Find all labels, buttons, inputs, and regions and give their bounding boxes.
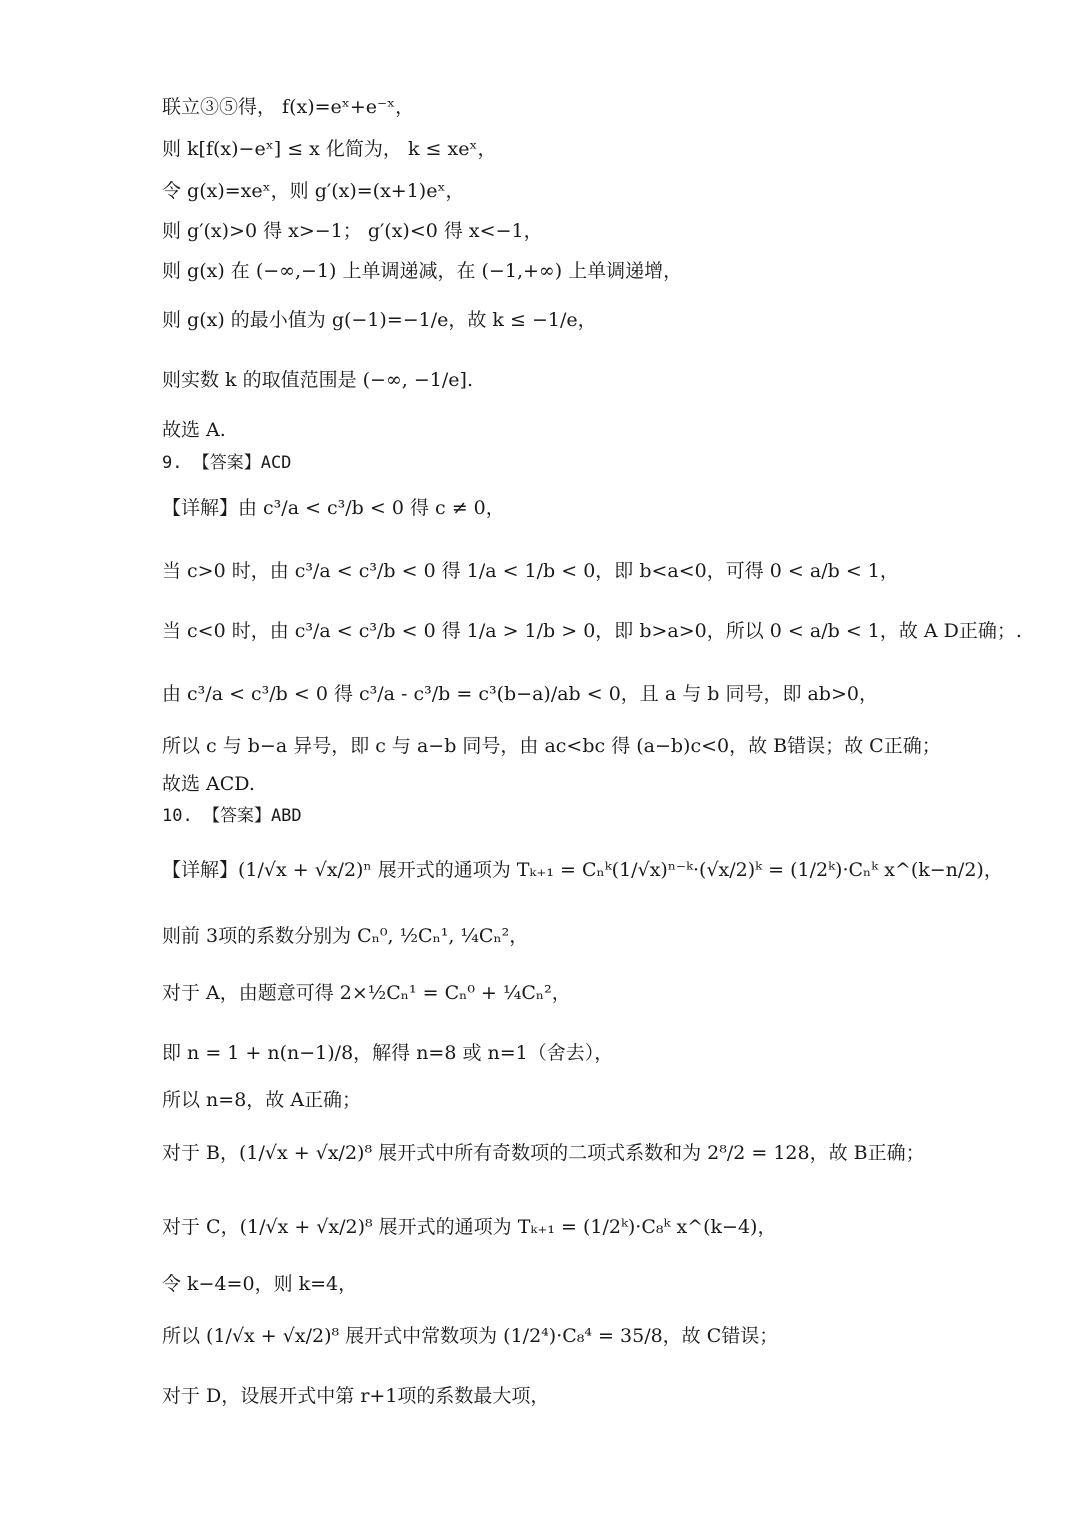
text-line: 则 k[f(x)−eˣ] ≤ x 化简为， k ≤ xeˣ，	[162, 138, 497, 160]
text-line: 则 g(x) 的最小值为 g(−1)=−1/e，故 k ≤ −1/e，	[162, 309, 597, 331]
answer-heading: 9. 【答案】ACD	[162, 453, 292, 473]
text-line: 即 n = 1 + n(n−1)/8，解得 n=8 或 n=1（舍去），	[162, 1042, 614, 1064]
text-line: 联立③⑤得， f(x)=eˣ+e⁻ˣ，	[162, 96, 415, 118]
text-line: 所以 n=8，故 A正确；	[162, 1089, 362, 1111]
text-line: 则 g′(x)>0 得 x>−1； g′(x)<0 得 x<−1，	[162, 220, 543, 242]
text-line: 令 k−4=0，则 k=4，	[162, 1273, 358, 1295]
text-line: 所以 (1/√x + √x/2)⁸ 展开式中常数项为 (1/2⁴)·C₈⁴ = 35/8，故 C错误；	[162, 1325, 779, 1347]
text-line: 则前 3项的系数分别为 Cₙ⁰, ½Cₙ¹, ¼Cₙ²，	[162, 925, 529, 947]
text-line: 则 g(x) 在 (−∞,−1) 上单调递减，在 (−1,+∞) 上单调递增，	[162, 260, 683, 282]
text-line: 所以 c 与 b−a 异号，即 c 与 a−b 同号，由 ac<bc 得 (a−b)c<0，故 B错误；故 C正确；	[162, 735, 941, 757]
text-line: 则实数 k 的取值范围是 (−∞, −1/e].	[162, 369, 473, 391]
text-line: 对于 A，由题意可得 2×½Cₙ¹ = Cₙ⁰ + ¼Cₙ²，	[162, 982, 571, 1004]
text-line: 令 g(x)=xeˣ，则 g′(x)=(x+1)eˣ，	[162, 180, 465, 202]
text-line: 当 c<0 时，由 c³/a < c³/b < 0 得 1/a > 1/b > 0，即 b>a>0，所以 0 < a/b < 1，故 A D正确；.	[162, 620, 1022, 642]
text-line: 对于 B，(1/√x + √x/2)⁸ 展开式中所有奇数项的二项式系数和为 2⁸/2 = 128，故 B正确；	[162, 1142, 925, 1164]
text-line: 【详解】由 c³/a < c³/b < 0 得 c ≠ 0，	[162, 497, 505, 519]
text-line: 故选 A.	[162, 419, 226, 441]
answer-heading: 10. 【答案】ABD	[162, 806, 302, 826]
text-line: 对于 D，设展开式中第 r+1项的系数最大项，	[162, 1385, 550, 1407]
text-line: 由 c³/a < c³/b < 0 得 c³/a - c³/b = c³(b−a)/ab < 0，且 a 与 b 同号，即 ab>0，	[162, 683, 878, 705]
text-line: 当 c>0 时，由 c³/a < c³/b < 0 得 1/a < 1/b < 0，即 b<a<0，可得 0 < a/b < 1，	[162, 560, 899, 582]
text-line: 【详解】(1/√x + √x/2)ⁿ 展开式的通项为 Tₖ₊₁ = Cₙᵏ(1/√x)ⁿ⁻ᵏ·(√x/2)ᵏ = (1/2ᵏ)·Cₙᵏ x^(k−n/2)，	[162, 859, 1003, 881]
text-line: 故选 ACD.	[162, 773, 255, 795]
text-line: 对于 C，(1/√x + √x/2)⁸ 展开式的通项为 Tₖ₊₁ = (1/2ᵏ)·C₈ᵏ x^(k−4)，	[162, 1216, 777, 1238]
